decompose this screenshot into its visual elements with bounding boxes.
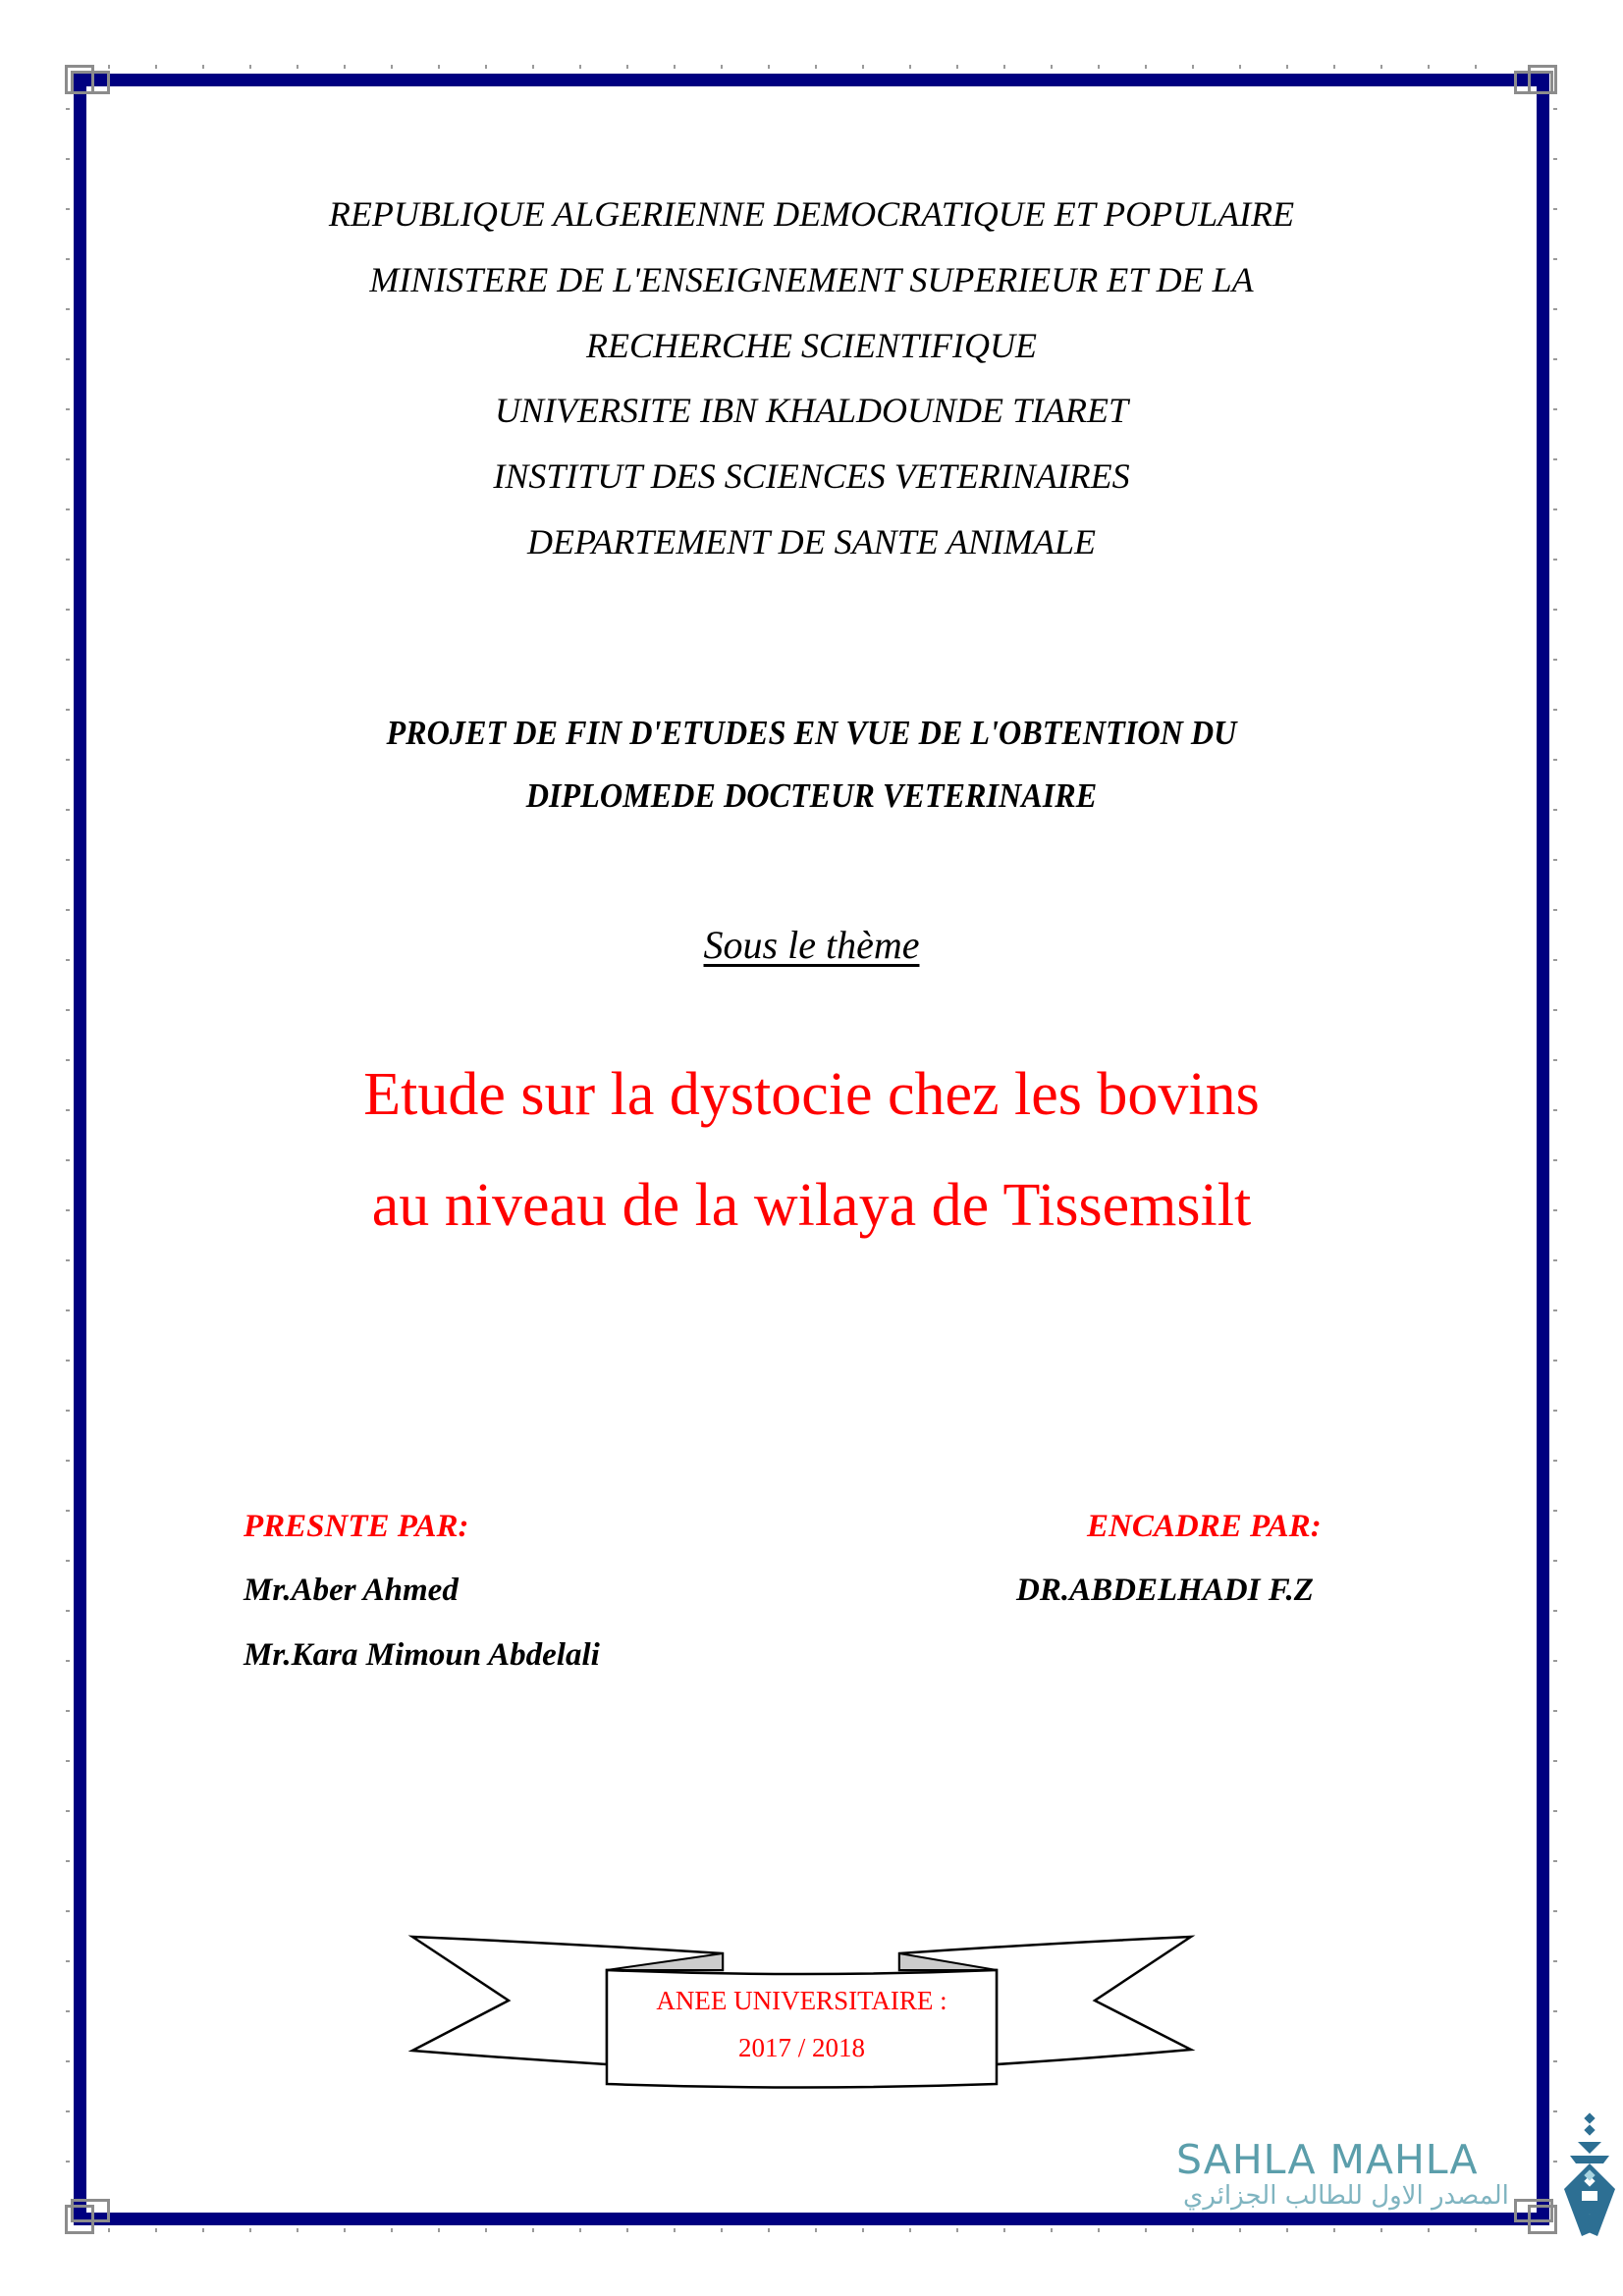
border-tick bbox=[1286, 2228, 1288, 2232]
border-tick bbox=[1098, 65, 1100, 69]
border-tick bbox=[485, 65, 487, 69]
border-tick bbox=[721, 2228, 723, 2232]
border-tick bbox=[579, 65, 581, 69]
border-tick bbox=[1003, 65, 1005, 69]
border-tick bbox=[1553, 909, 1557, 911]
theme-label-text: Sous le thème bbox=[703, 923, 920, 967]
border-tick bbox=[66, 909, 70, 911]
border-tick bbox=[66, 1309, 70, 1311]
border-tick bbox=[66, 1360, 70, 1362]
border-tick bbox=[155, 65, 157, 69]
border-tick bbox=[66, 1710, 70, 1712]
border-tick bbox=[1553, 158, 1557, 160]
border-tick bbox=[66, 2110, 70, 2112]
border-tick bbox=[1553, 609, 1557, 611]
border-tick bbox=[956, 65, 958, 69]
border-tick bbox=[1553, 308, 1557, 310]
border-tick bbox=[297, 65, 298, 69]
sahla-mahla-logo-icon bbox=[1556, 2112, 1623, 2240]
border-tick bbox=[1475, 65, 1477, 69]
border-tick bbox=[1380, 2228, 1382, 2232]
border-tick bbox=[1553, 1159, 1557, 1161]
border-tick bbox=[1553, 1309, 1557, 1311]
thesis-title-line-2: au niveau de la wilaya de Tissemsilt bbox=[371, 1172, 1252, 1239]
border-tick bbox=[1553, 859, 1557, 861]
border-tick bbox=[1553, 1360, 1557, 1362]
border-tick bbox=[1553, 1259, 1557, 1261]
border-tick bbox=[1553, 2060, 1557, 2062]
header-line-institute: INSTITUT DES SCIENCES VETERINAIRES bbox=[493, 456, 1130, 496]
border-tick bbox=[1239, 2228, 1241, 2232]
border-tick bbox=[108, 65, 110, 69]
border-tick bbox=[862, 2228, 864, 2232]
student-name-1: Mr.Aber Ahmed bbox=[243, 1573, 459, 1608]
border-tick bbox=[768, 2228, 770, 2232]
corner-ornament-top-left-inner bbox=[71, 71, 110, 94]
border-tick bbox=[66, 709, 70, 711]
border-tick bbox=[1553, 1510, 1557, 1512]
border-tick bbox=[66, 1510, 70, 1512]
border-tick bbox=[1553, 1710, 1557, 1712]
border-tick bbox=[66, 1560, 70, 1562]
border-tick bbox=[1553, 1460, 1557, 1462]
theme-label bbox=[0, 923, 1623, 968]
border-tick bbox=[1553, 1860, 1557, 1862]
border-tick bbox=[66, 1960, 70, 1962]
border-tick bbox=[66, 1009, 70, 1011]
border-tick bbox=[66, 2161, 70, 2163]
border-tick bbox=[66, 1660, 70, 1662]
border-tick bbox=[66, 1410, 70, 1412]
border-tick bbox=[626, 2228, 628, 2232]
border-tick bbox=[202, 2228, 204, 2232]
border-tick bbox=[66, 1760, 70, 1762]
border-tick bbox=[66, 1610, 70, 1612]
border-tick bbox=[1553, 1009, 1557, 1011]
border-tick bbox=[1553, 108, 1557, 110]
border-tick bbox=[1286, 65, 1288, 69]
border-tick bbox=[66, 108, 70, 110]
border-tick bbox=[1192, 2228, 1194, 2232]
border-tick bbox=[1333, 65, 1335, 69]
supervised-by-label: ENCADRE PAR: bbox=[1087, 1509, 1322, 1544]
border-tick bbox=[66, 659, 70, 661]
border-tick bbox=[485, 2228, 487, 2232]
border-tick bbox=[66, 609, 70, 611]
border-tick bbox=[909, 2228, 911, 2232]
border-tick bbox=[532, 2228, 534, 2232]
header-line-department: DEPARTEMENT DE SANTE ANIMALE bbox=[526, 522, 1097, 561]
border-tick bbox=[344, 65, 346, 69]
corner-ornament-bottom-left-inner bbox=[71, 2199, 110, 2222]
border-tick bbox=[297, 2228, 298, 2232]
border-tick bbox=[249, 2228, 251, 2232]
border-tick bbox=[66, 508, 70, 510]
project-line-1: PROJET DE FIN D'ETUDES EN VUE DE L'OBTENTION DU bbox=[386, 714, 1237, 752]
border-tick bbox=[66, 1910, 70, 1912]
header-line-republic: REPUBLIQUE ALGERIENNE DEMOCRATIQUE ET POPULAIRE bbox=[328, 194, 1295, 234]
border-tick bbox=[1553, 1910, 1557, 1912]
border-tick bbox=[674, 2228, 676, 2232]
border-tick bbox=[579, 2228, 581, 2232]
border-tick bbox=[1051, 2228, 1053, 2232]
border-tick bbox=[1098, 2228, 1100, 2232]
border-tick bbox=[1380, 65, 1382, 69]
border-tick bbox=[66, 859, 70, 861]
border-ticks-top bbox=[108, 65, 1522, 69]
border-tick bbox=[66, 1460, 70, 1462]
border-tick bbox=[815, 65, 817, 69]
corner-ornament-top-right-inner bbox=[1514, 71, 1553, 94]
border-tick bbox=[1192, 65, 1194, 69]
student-name-2: Mr.Kara Mimoun Abdelali bbox=[243, 1637, 600, 1673]
border-tick bbox=[1553, 1660, 1557, 1662]
border-tick bbox=[862, 65, 864, 69]
border-tick bbox=[1333, 2228, 1335, 2232]
border-tick bbox=[1145, 2228, 1147, 2232]
border-tick bbox=[66, 1259, 70, 1261]
academic-year-label: ANEE UNIVERSITAIRE : bbox=[656, 1986, 947, 2015]
border-tick bbox=[1553, 1410, 1557, 1412]
border-tick bbox=[1475, 2228, 1477, 2232]
watermark-brand: SAHLA MAHLA bbox=[1176, 2136, 1479, 2183]
header-line-university: UNIVERSITE IBN KHALDOUNDE TIARET bbox=[495, 391, 1128, 430]
border-tick bbox=[1553, 1760, 1557, 1762]
border-tick bbox=[956, 2228, 958, 2232]
header-line-research: RECHERCHE SCIENTIFIQUE bbox=[586, 326, 1037, 365]
supervisor-name: DR.ABDELHADI F.Z bbox=[1016, 1573, 1314, 1608]
border-tick bbox=[391, 65, 393, 69]
border-tick bbox=[1553, 1810, 1557, 1812]
academic-year-value: 2017 / 2018 bbox=[737, 2033, 865, 2062]
border-tick bbox=[344, 2228, 346, 2232]
border-tick bbox=[1553, 659, 1557, 661]
project-line-2: DIPLOMEDE DOCTEUR VETERINAIRE bbox=[525, 776, 1098, 815]
border-tick bbox=[1553, 1610, 1557, 1612]
thesis-title-line-1: Etude sur la dystocie chez les bovins bbox=[363, 1061, 1260, 1128]
border-tick bbox=[155, 2228, 157, 2232]
border-tick bbox=[1051, 65, 1053, 69]
border-tick bbox=[438, 65, 440, 69]
border-tick bbox=[66, 2010, 70, 2012]
border-tick bbox=[391, 2228, 393, 2232]
border-tick bbox=[768, 65, 770, 69]
border-tick bbox=[202, 65, 204, 69]
border-tick bbox=[1553, 759, 1557, 761]
border-tick bbox=[1003, 2228, 1005, 2232]
border-tick bbox=[438, 2228, 440, 2232]
border-tick bbox=[532, 65, 534, 69]
border-tick bbox=[721, 65, 723, 69]
watermark-tagline: المصدر الاول للطالب الجزائري bbox=[1183, 2181, 1509, 2211]
border-tick bbox=[108, 2228, 110, 2232]
border-tick bbox=[815, 2228, 817, 2232]
border-tick bbox=[1428, 65, 1430, 69]
border-tick bbox=[66, 158, 70, 160]
border-tick bbox=[909, 65, 911, 69]
border-tick bbox=[1553, 709, 1557, 711]
border-tick bbox=[1553, 1960, 1557, 1962]
border-tick bbox=[1553, 1560, 1557, 1562]
presented-by-label: PRESNTE PAR: bbox=[243, 1509, 469, 1544]
border-tick bbox=[674, 65, 676, 69]
border-tick bbox=[249, 65, 251, 69]
border-tick bbox=[1428, 2228, 1430, 2232]
border-tick bbox=[66, 1860, 70, 1862]
border-tick bbox=[1553, 2010, 1557, 2012]
border-tick bbox=[66, 2060, 70, 2062]
border-ticks-bottom bbox=[108, 2228, 1522, 2232]
border-tick bbox=[66, 308, 70, 310]
border-tick bbox=[66, 1810, 70, 1812]
header-line-ministry: MINISTERE DE L'ENSEIGNEMENT SUPERIEUR ET DE LA bbox=[369, 260, 1254, 299]
border-tick bbox=[66, 759, 70, 761]
border-tick bbox=[1553, 508, 1557, 510]
border-tick bbox=[626, 65, 628, 69]
border-tick bbox=[1239, 65, 1241, 69]
border-tick bbox=[66, 1159, 70, 1161]
border-tick bbox=[1145, 65, 1147, 69]
